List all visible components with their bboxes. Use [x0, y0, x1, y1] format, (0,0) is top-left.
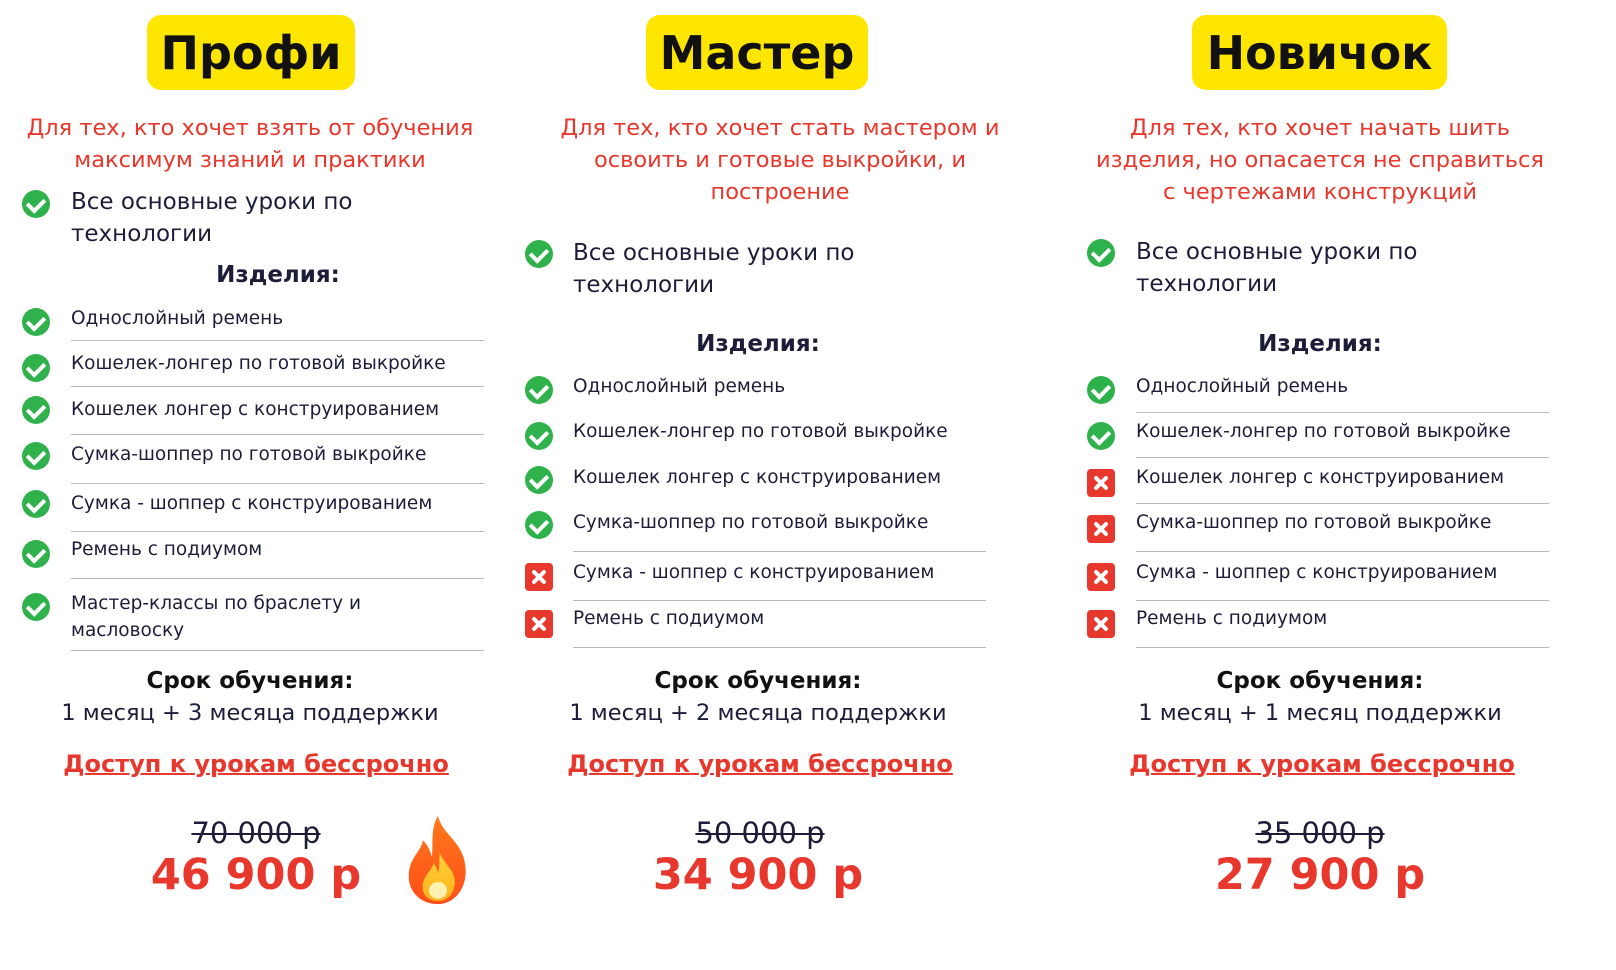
check-icon — [525, 422, 553, 450]
items-title: Изделия: — [216, 262, 340, 288]
divider — [573, 551, 986, 552]
duration-title: Срок обучения: — [146, 668, 354, 694]
list-item: Кошелек лонгер с конструированием — [71, 399, 440, 420]
lifetime-access-link[interactable]: Доступ к урокам бессрочно — [1129, 750, 1515, 778]
check-icon — [525, 511, 553, 539]
items-title: Изделия: — [696, 331, 820, 357]
divider — [71, 531, 484, 532]
divider — [1136, 600, 1549, 601]
check-icon — [22, 190, 50, 218]
list-item: Кошелек-лонгер по готовой выкройке — [1136, 421, 1511, 442]
list-item: Кошелек лонгер с конструированием — [1136, 467, 1505, 488]
duration-value: 1 месяц + 2 месяца поддержки — [569, 700, 947, 726]
old-price: 50 000 р — [695, 816, 825, 850]
divider — [1136, 647, 1549, 648]
old-price: 70 000 р — [191, 816, 321, 850]
check-icon — [22, 540, 50, 568]
duration-title: Срок обучения: — [654, 668, 862, 694]
price: 46 900 р — [150, 850, 362, 900]
divider — [71, 650, 484, 651]
list-item: Сумка - шоппер с конструированием — [71, 493, 433, 514]
plan-title: Профи — [147, 15, 355, 90]
check-icon — [22, 593, 50, 621]
divider — [1136, 551, 1549, 552]
divider — [71, 434, 484, 435]
price: 27 900 р — [1214, 850, 1426, 900]
list-item: Ремень с подиумом — [573, 608, 765, 629]
cross-icon — [1087, 515, 1115, 543]
list-item: Однослойный ремень — [573, 376, 786, 397]
check-icon — [1087, 239, 1115, 267]
list-item: Однослойный ремень — [1136, 376, 1349, 397]
cross-icon — [1087, 563, 1115, 591]
list-item: Однослойный ремень — [71, 308, 284, 329]
list-item: Кошелек-лонгер по готовой выкройке — [71, 353, 446, 374]
duration-title: Срок обучения: — [1216, 668, 1424, 694]
check-icon — [525, 240, 553, 268]
list-item: Сумка - шоппер с конструированием — [573, 562, 935, 583]
list-item: Сумка-шоппер по готовой выкройке — [1136, 512, 1492, 533]
cross-icon — [1087, 469, 1115, 497]
check-icon — [1087, 422, 1115, 450]
fire-icon — [400, 814, 476, 906]
divider — [1136, 412, 1549, 413]
divider — [71, 386, 484, 387]
plan-tagline: Для тех, кто хочет начать шить изделия, но опасается не справиться с чертежами конструкций — [1096, 115, 1544, 205]
plan-card-master — [520, 0, 1040, 970]
check-icon — [22, 396, 50, 424]
check-icon — [22, 490, 50, 518]
divider — [71, 483, 484, 484]
plan-tagline: Для тех, кто хочет взять от обучения максимум знаний и практики — [26, 115, 474, 173]
list-item: Сумка-шоппер по готовой выкройке — [573, 512, 929, 533]
list-item: Сумка-шоппер по готовой выкройке — [71, 444, 427, 465]
divider — [1136, 503, 1549, 504]
list-item: Кошелек-лонгер по готовой выкройке — [573, 421, 948, 442]
price: 34 900 р — [652, 850, 864, 900]
duration-value: 1 месяц + 3 месяца поддержки — [61, 700, 439, 726]
cross-icon — [525, 610, 553, 638]
list-item: Кошелек лонгер с конструированием — [573, 467, 942, 488]
plan-card-novice — [1080, 0, 1560, 970]
items-title: Изделия: — [1258, 331, 1382, 357]
lifetime-access-link[interactable]: Доступ к урокам бессрочно — [63, 750, 449, 778]
main-feature: Все основные уроки по технологии — [71, 189, 353, 247]
main-feature: Все основные уроки по технологии — [1136, 239, 1418, 297]
check-icon — [525, 376, 553, 404]
duration-value: 1 месяц + 1 месяц поддержки — [1138, 700, 1502, 726]
plan-tagline: Для тех, кто хочет стать мастером и освоить и готовые выкройки, и построение — [560, 115, 1000, 205]
cross-icon — [525, 563, 553, 591]
list-item: Ремень с подиумом — [71, 539, 263, 560]
old-price: 35 000 р — [1255, 816, 1385, 850]
list-item: Мастер-классы по браслету и масловоску — [71, 593, 362, 641]
plan-title: Мастер — [646, 15, 868, 90]
divider — [573, 647, 986, 648]
check-icon — [22, 354, 50, 382]
plan-card-profi — [0, 0, 500, 970]
check-icon — [22, 308, 50, 336]
plan-title: Новичок — [1192, 15, 1447, 90]
divider — [573, 600, 986, 601]
list-item: Ремень с подиумом — [1136, 608, 1328, 629]
divider — [71, 578, 484, 579]
check-icon — [525, 466, 553, 494]
list-item: Сумка - шоппер с конструированием — [1136, 562, 1498, 583]
divider — [71, 340, 484, 341]
check-icon — [22, 442, 50, 470]
cross-icon — [1087, 610, 1115, 638]
main-feature: Все основные уроки по технологии — [573, 240, 855, 298]
check-icon — [1087, 376, 1115, 404]
lifetime-access-link[interactable]: Доступ к урокам бессрочно — [567, 750, 953, 778]
divider — [1136, 457, 1549, 458]
